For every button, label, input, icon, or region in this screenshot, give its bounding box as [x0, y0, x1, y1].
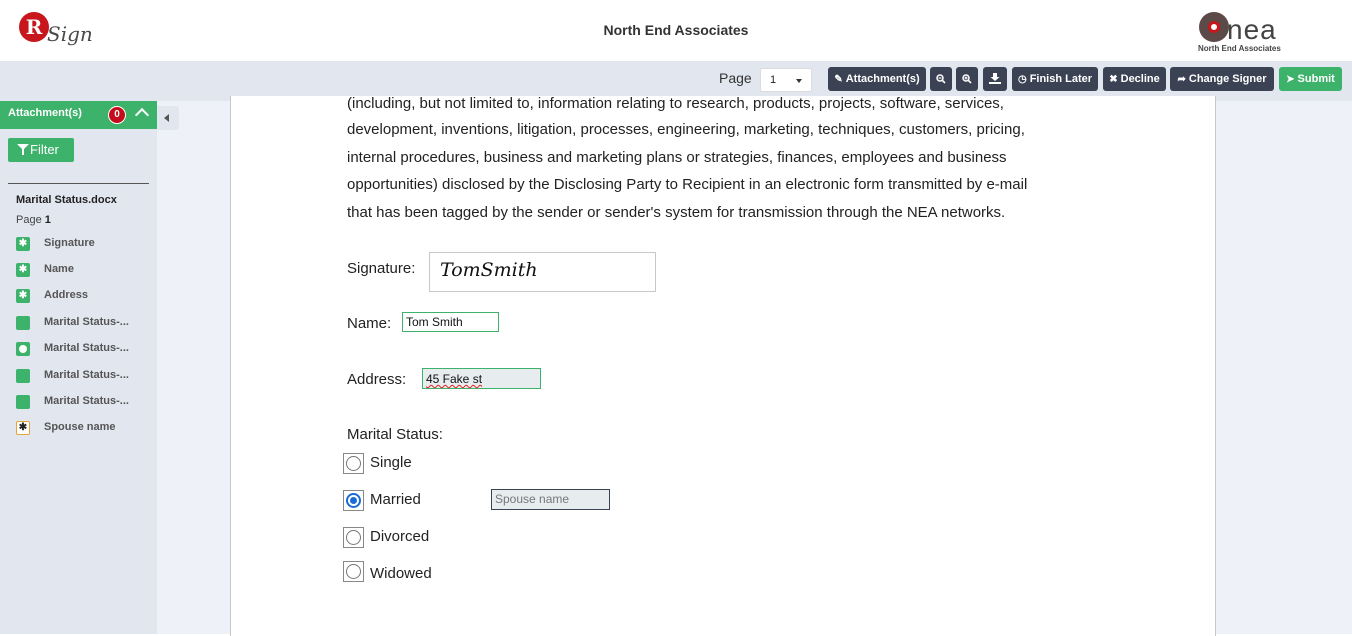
filter-label: Filter: [30, 142, 59, 157]
zoom-out-icon: [936, 74, 946, 84]
field-item-label: Spouse name: [44, 421, 116, 433]
chevron-up-icon[interactable]: [135, 108, 149, 122]
zoom-in-icon: [962, 74, 972, 84]
field-item-label: Signature: [44, 237, 95, 249]
field-item-label: Address: [44, 289, 89, 301]
download-icon: [989, 73, 1001, 84]
zoom-in-button[interactable]: [956, 67, 978, 91]
clock-icon: ◷: [1017, 74, 1027, 85]
download-button[interactable]: [983, 67, 1007, 91]
page-select-value: 1: [770, 74, 777, 86]
decline-button[interactable]: [1103, 67, 1166, 91]
chevron-down-icon: [796, 79, 802, 83]
required-star-icon: ✱: [16, 289, 30, 303]
attachments-panel-header[interactable]: [0, 101, 157, 129]
paperclip-icon: ✎: [834, 74, 843, 85]
required-star-icon: ✱: [16, 237, 30, 251]
sidebar-page-indicator[interactable]: [16, 214, 51, 226]
marital-status-label: Marital Status:: [347, 426, 443, 443]
signature-label: Signature:: [347, 260, 416, 277]
name-label: Name:: [347, 315, 392, 332]
field-item-label: Marital Status-...: [44, 342, 129, 354]
submit-button[interactable]: [1279, 67, 1342, 91]
field-item-spouse-name[interactable]: [16, 420, 156, 436]
rsign-logo-text: Sign: [47, 22, 93, 46]
attachments-count-badge: 0: [108, 106, 126, 124]
radio-single[interactable]: [343, 453, 364, 474]
page-prefix: Page: [16, 214, 42, 226]
finish-later-button[interactable]: [1012, 67, 1098, 91]
signature-value: TomSmith: [440, 259, 538, 281]
option-label-single: Single: [370, 454, 412, 471]
sidebar-collapse-toggle[interactable]: [157, 106, 179, 130]
document-text-line: internal procedures, business and marketing plans or strategies, finances, employees and business: [347, 149, 1007, 166]
radio-checked-icon: [346, 493, 361, 508]
option-label-divorced: Divorced: [370, 528, 430, 545]
field-item-marital-status-3[interactable]: [16, 368, 156, 384]
field-item-marital-status-1[interactable]: [16, 315, 156, 331]
field-item-name[interactable]: [16, 262, 156, 278]
signature-field[interactable]: [429, 252, 656, 292]
zoom-out-button[interactable]: [930, 67, 952, 91]
radio-divorced[interactable]: [343, 527, 364, 548]
checkbox-icon: [16, 395, 30, 409]
field-item-label: Marital Status-...: [44, 369, 129, 381]
required-star-icon: ✱: [16, 263, 30, 277]
decline-label: Decline: [1120, 73, 1160, 85]
company-logo: [1195, 8, 1295, 56]
required-star-outline-icon: ✱: [16, 421, 30, 435]
radio-circle-icon: [346, 530, 361, 545]
address-value: 45 Fake st: [426, 372, 483, 386]
spouse-name-field[interactable]: Spouse name: [491, 489, 610, 510]
filter-button[interactable]: [8, 138, 74, 162]
send-icon: ➤: [1286, 74, 1295, 85]
nea-gear-icon: [1199, 12, 1229, 42]
radio-circle-icon: [346, 564, 361, 579]
attachments-panel-label: Attachment(s): [8, 107, 82, 119]
document-viewer[interactable]: [157, 95, 1352, 634]
company-logo-text: nea: [1227, 14, 1277, 45]
change-signer-label: Change Signer: [1188, 73, 1267, 85]
field-item-address[interactable]: [16, 288, 156, 304]
field-item-label: Name: [44, 263, 74, 275]
document-text-line: development, inventions, litigation, processes, engineering, marketing, techniques, customers, pricing,: [347, 121, 1025, 138]
document-text-line: opportunities) disclosed by the Disclosing Party to Recipient in an electronic form transmitted by e-mail: [347, 176, 1028, 193]
sidebar-divider: [8, 183, 149, 184]
document-text-line: (including, but not limited to, information relating to research, products, projects, software, services,: [347, 95, 1004, 112]
radio-widowed[interactable]: [343, 561, 364, 582]
checkbox-icon: [16, 369, 30, 383]
company-title: North End Associates: [603, 22, 749, 38]
company-logo-subtext: North End Associates: [1198, 44, 1281, 53]
field-item-marital-status-4[interactable]: [16, 394, 156, 410]
app-header: [0, 0, 1352, 61]
chevron-left-icon: [164, 114, 169, 122]
name-field[interactable]: Tom Smith: [402, 312, 499, 332]
sidebar-document-name[interactable]: Marital Status.docx: [16, 194, 117, 206]
radio-icon: [16, 342, 30, 356]
option-label-married: Married: [370, 491, 421, 508]
document-page: [230, 96, 1216, 636]
attachments-button[interactable]: [828, 67, 926, 91]
close-icon: ✖: [1109, 74, 1118, 85]
fields-sidebar: [0, 101, 157, 634]
share-arrow-icon: ➦: [1177, 74, 1186, 85]
page-select[interactable]: [760, 68, 812, 92]
address-label: Address:: [347, 371, 407, 388]
finish-later-label: Finish Later: [1029, 73, 1093, 85]
field-item-marital-status-2[interactable]: [16, 341, 156, 357]
radio-married[interactable]: [343, 490, 364, 511]
document-text-line: that has been tagged by the sender or sender's system for transmission through the NEA networks.: [347, 204, 1006, 221]
field-item-signature[interactable]: [16, 236, 156, 252]
rsign-logo-mark: R: [19, 12, 49, 42]
field-item-label: Marital Status-...: [44, 316, 129, 328]
attachments-button-label: Attachment(s): [845, 73, 920, 85]
field-item-label: Marital Status-...: [44, 395, 129, 407]
option-label-widowed: Widowed: [370, 565, 432, 582]
address-field[interactable]: [422, 368, 541, 389]
page-number: 1: [44, 214, 51, 226]
change-signer-button[interactable]: [1170, 67, 1274, 91]
radio-circle-icon: [346, 456, 361, 471]
page-label: Page: [719, 70, 752, 86]
submit-label: Submit: [1297, 73, 1335, 85]
checkbox-icon: [16, 316, 30, 330]
